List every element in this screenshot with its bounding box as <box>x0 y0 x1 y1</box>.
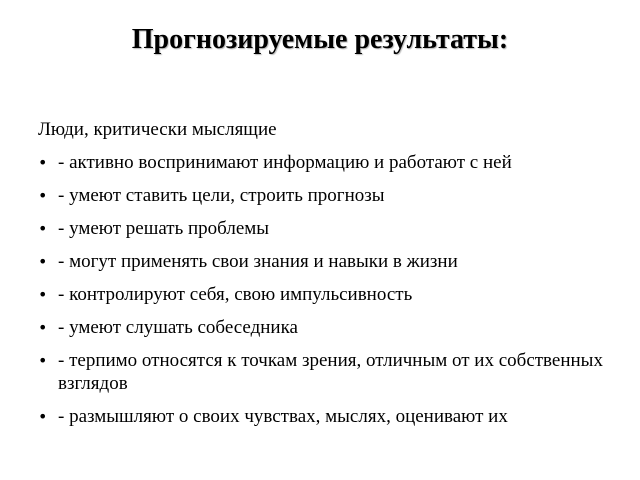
list-item-text: - активно воспринимают информацию и работают с ней <box>58 152 512 173</box>
list-item-text: - терпимо относятся к точкам зрения, отличным от их собственных взглядов <box>58 350 603 394</box>
bullet-icon: • <box>38 351 48 370</box>
list-item <box>38 316 618 339</box>
results-list <box>38 151 618 428</box>
list-item-text: - умеют слушать собеседника <box>58 317 298 338</box>
list-item <box>38 349 618 395</box>
slide-content <box>38 118 618 438</box>
bullet-icon: • <box>38 407 48 426</box>
bullet-icon: • <box>38 219 48 238</box>
list-item-text: - контролируют себя, свою импульсивность <box>58 284 413 305</box>
bullet-icon: • <box>38 186 48 205</box>
bullet-icon: • <box>38 285 48 304</box>
list-item <box>38 405 618 428</box>
bullet-icon: • <box>38 318 48 337</box>
list-item-text: - могут применять свои знания и навыки в жизни <box>58 251 458 272</box>
list-item <box>38 184 618 207</box>
list-item <box>38 151 618 174</box>
bullet-icon: • <box>38 153 48 172</box>
list-item <box>38 250 618 273</box>
bullet-icon: • <box>38 252 48 271</box>
list-item <box>38 283 618 306</box>
slide-title: Прогнозируемые результаты: <box>131 24 509 55</box>
list-item <box>38 217 618 240</box>
list-item-text: - умеют решать проблемы <box>58 218 270 239</box>
intro-text: Люди, критически мыслящие <box>38 119 277 140</box>
list-item-text: - умеют ставить цели, строить прогнозы <box>58 185 385 206</box>
list-item-text: - размышляют о своих чувствах, мыслях, оценивают их <box>58 406 508 427</box>
